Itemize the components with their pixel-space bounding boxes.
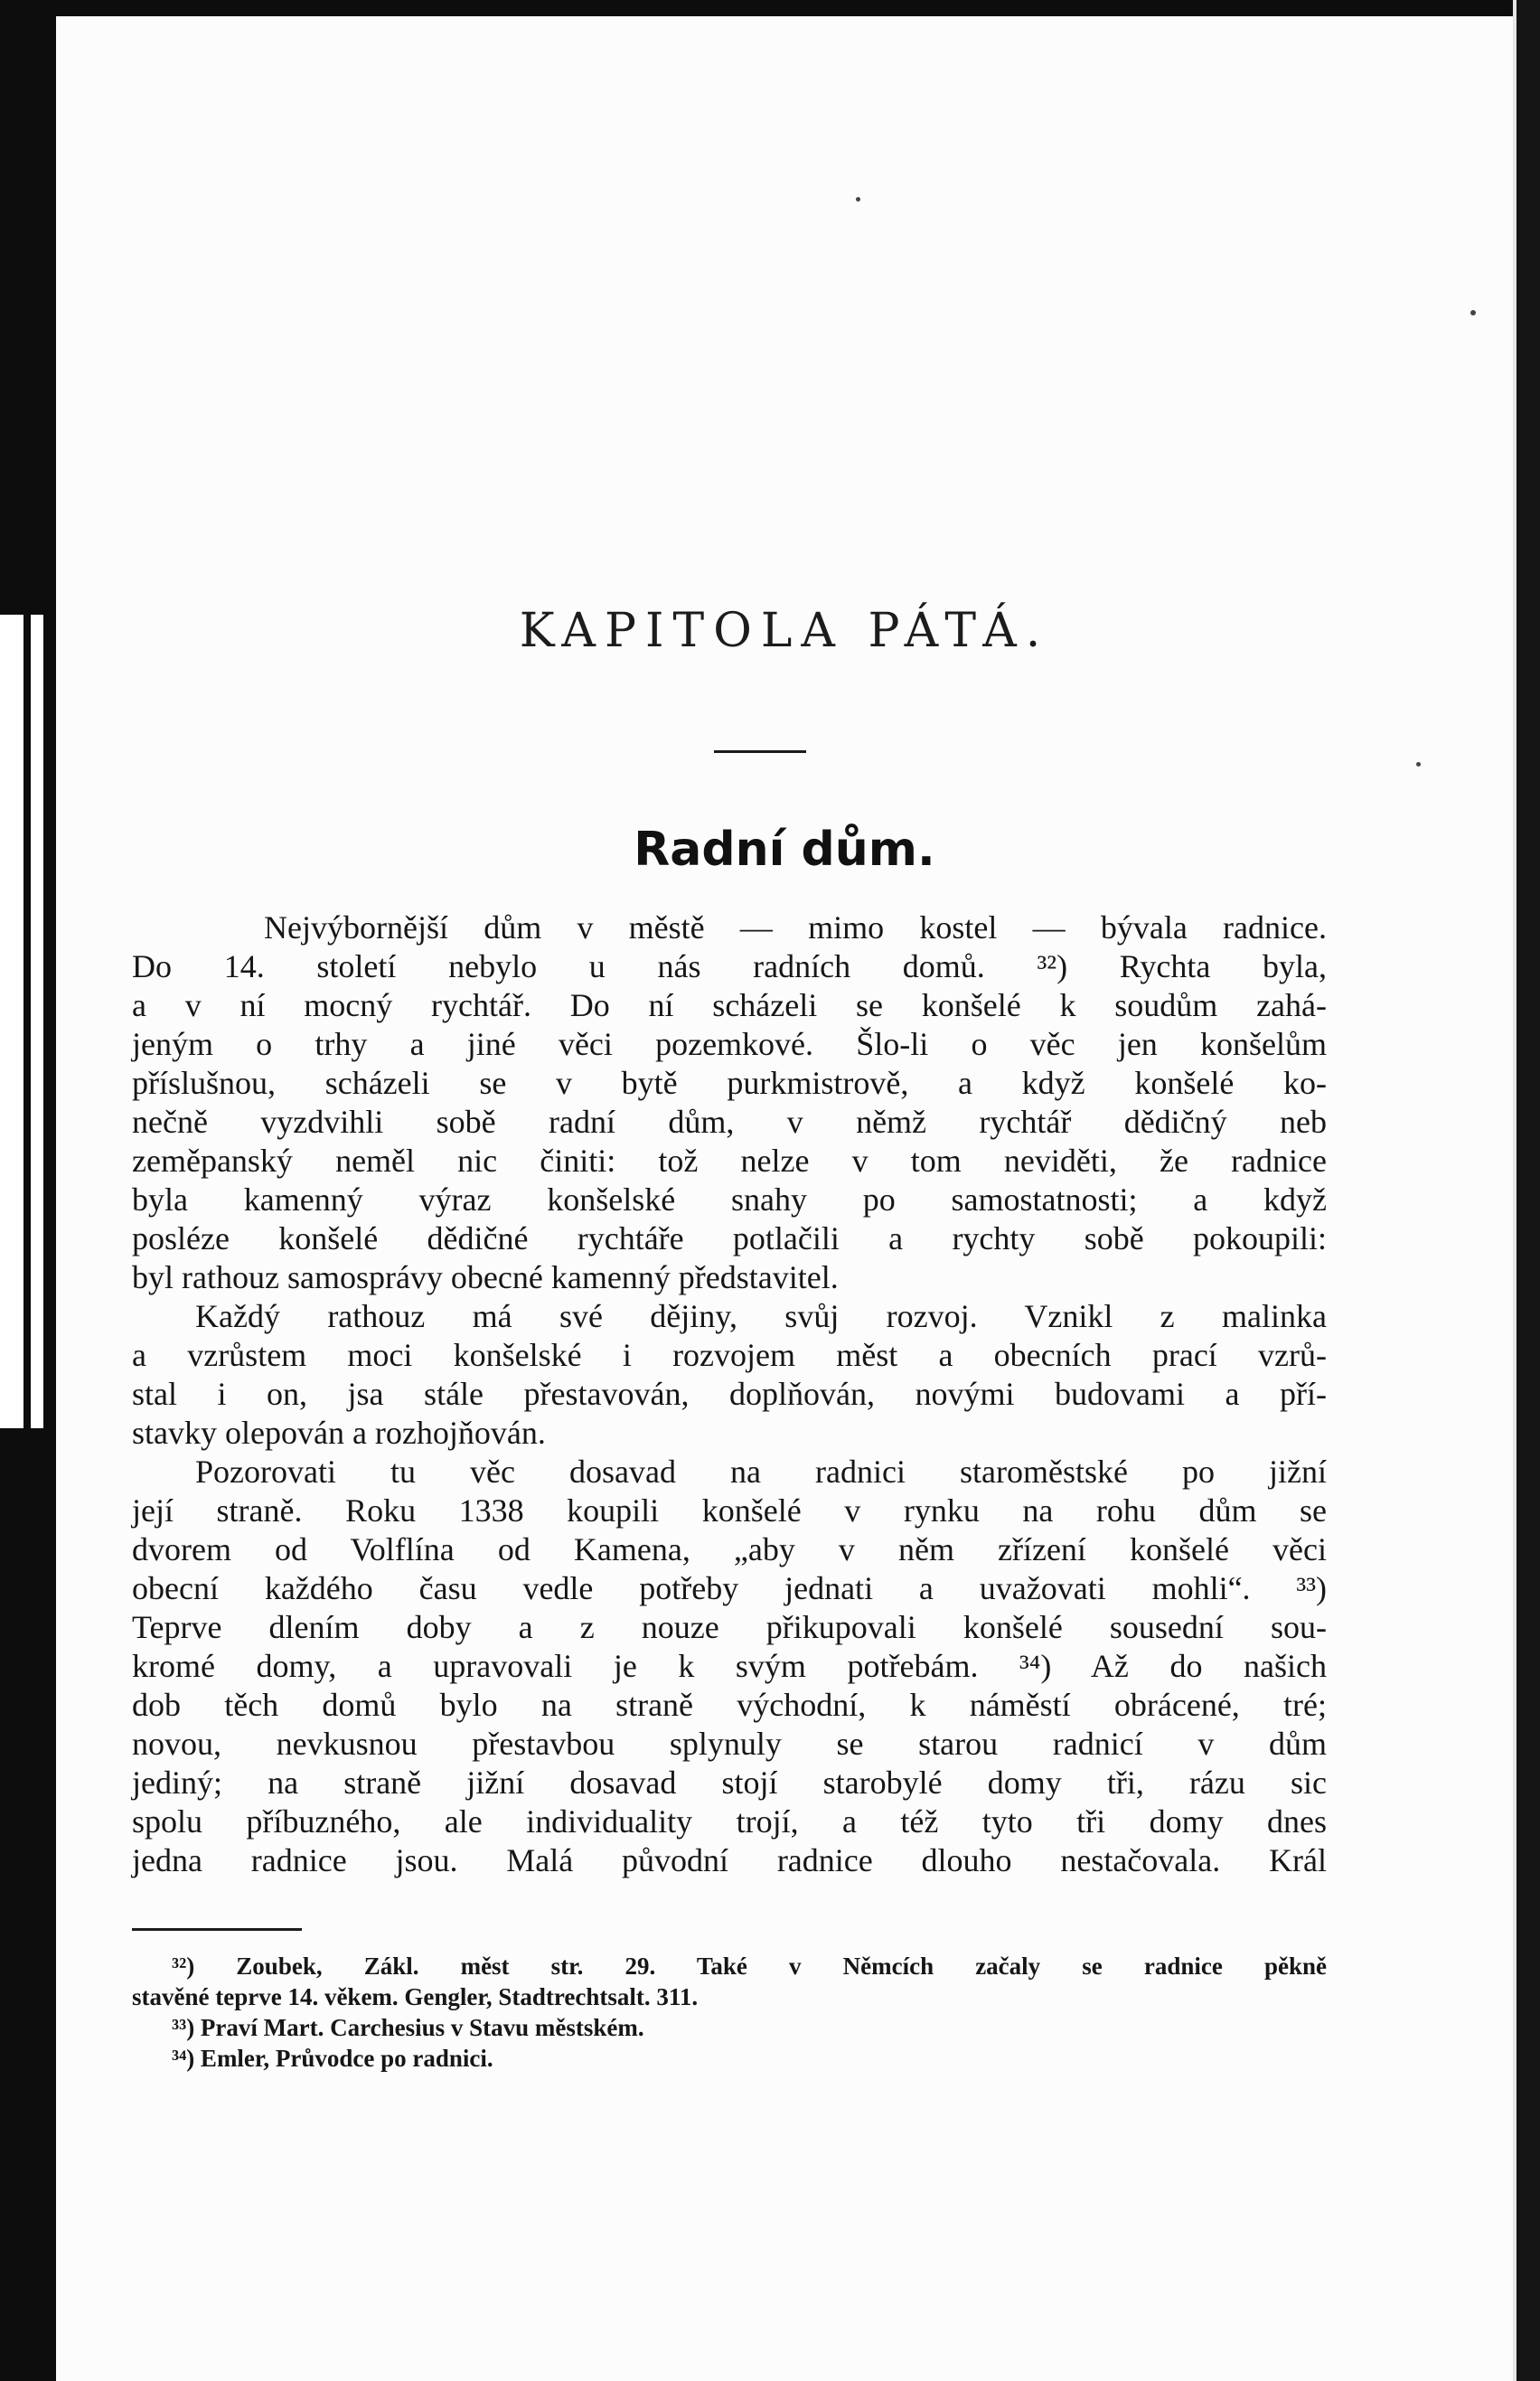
section-title: Radní dům.: [634, 823, 935, 877]
footnotes: [132, 1951, 1327, 2074]
text-line: byla kamenný výraz konšelské snahy po samostatnosti; a když: [132, 1181, 1327, 1218]
body-text: [132, 908, 1327, 1880]
scan-right-border: [1517, 0, 1540, 2381]
chapter-heading: KAPITOLA PÁTÁ.: [519, 604, 1050, 658]
text-line: nečně vyzdvihli sobě radní dům, v němž rychtář dědičný neb: [132, 1104, 1327, 1140]
footnote-line: ³³) Praví Mart. Carchesius v Stavu městském.: [172, 2014, 644, 2041]
scan-speck: [1470, 310, 1476, 315]
text-line: jediný; na straně jižní dosavad stojí starobylé domy tři, rázu sic: [132, 1765, 1327, 1801]
text-line: Nejvýbornější dům v městě — mimo kostel — bývala radnice.: [264, 909, 1327, 946]
text-line: novou, nevkusnou přestavbou splynuly se starou radnicí v dům: [132, 1726, 1327, 1762]
footnote-line: stavěné teprve 14. věkem. Gengler, Stadtrechtsalt. 311.: [132, 1983, 699, 2010]
text-line: a v ní mocný rychtář. Do ní scházeli se konšelé k soudům zahá-: [132, 987, 1327, 1023]
text-line: Každý rathouz má své dějiny, svůj rozvoj. Vznikl z malinka: [195, 1298, 1327, 1334]
text-line: příslušnou, scházeli se v bytě purkmistrově, a když konšelé ko-: [132, 1065, 1327, 1101]
footnote-line: ³²) Zoubek, Zákl. měst str. 29. Také v Němcích začaly se radnice pěkně: [172, 1953, 1327, 1980]
heading-divider: [714, 750, 806, 753]
scan-binding-line: [23, 615, 31, 1428]
text-line: Do 14. století nebylo u nás radních domů. ³²) Rychta byla,: [132, 948, 1327, 984]
scan-speck: [856, 197, 860, 202]
scan-speck: [1416, 762, 1421, 767]
text-line: spolu příbuzného, ale individuality trojí, a též tyto tři domy dnes: [132, 1803, 1327, 1840]
text-line: a vzrůstem moci konšelské i rozvojem měst a obecních prací vzrů-: [132, 1337, 1327, 1373]
text-line: zeměpanský neměl nic činiti: tož nelze v tom neviděti, že radnice: [132, 1143, 1327, 1179]
text-line: obecní každého času vedle potřeby jednati a uvažovati mohli“. ³³): [132, 1570, 1327, 1606]
text-line: byl rathouz samosprávy obecné kamenný představitel.: [132, 1259, 839, 1295]
text-line: dob těch domů bylo na straně východní, k náměstí obrácené, tré;: [132, 1687, 1327, 1723]
text-line: stavky olepován a rozhojňován.: [132, 1415, 546, 1451]
text-line: posléze konšelé dědičné rychtáře potlačili a rychty sobě pokoupili:: [132, 1220, 1327, 1256]
footnote-line: ³⁴) Emler, Průvodce po radnici.: [172, 2045, 493, 2072]
text-line: Pozorovati tu věc dosavad na radnici staroměstské po jižní: [195, 1454, 1327, 1490]
footnote-rule: [132, 1928, 302, 1931]
text-line: stal i on, jsa stále přestavován, doplňován, novými budovami a pří-: [132, 1376, 1327, 1412]
text-line: jedna radnice jsou. Malá původní radnice dlouho nestačovala. Král: [132, 1842, 1327, 1878]
text-line: dvorem od Volflína od Kamena, „aby v něm zřízení konšelé věci: [132, 1531, 1327, 1567]
text-line: jeným o trhy a jiné věci pozemkové. Šlo-li o věc jen konšelům: [132, 1026, 1327, 1062]
scan-left-notch: [0, 615, 43, 1428]
scan-top-border: [0, 0, 1540, 16]
text-line: Teprve dlením doby a z nouze přikupovali konšelé sousední sou-: [132, 1609, 1327, 1645]
text-line: její straně. Roku 1338 koupili konšelé v rynku na rohu dům se: [132, 1492, 1327, 1529]
text-line: kromé domy, a upravovali je k svým potřebám. ³⁴) Až do našich: [132, 1648, 1327, 1684]
